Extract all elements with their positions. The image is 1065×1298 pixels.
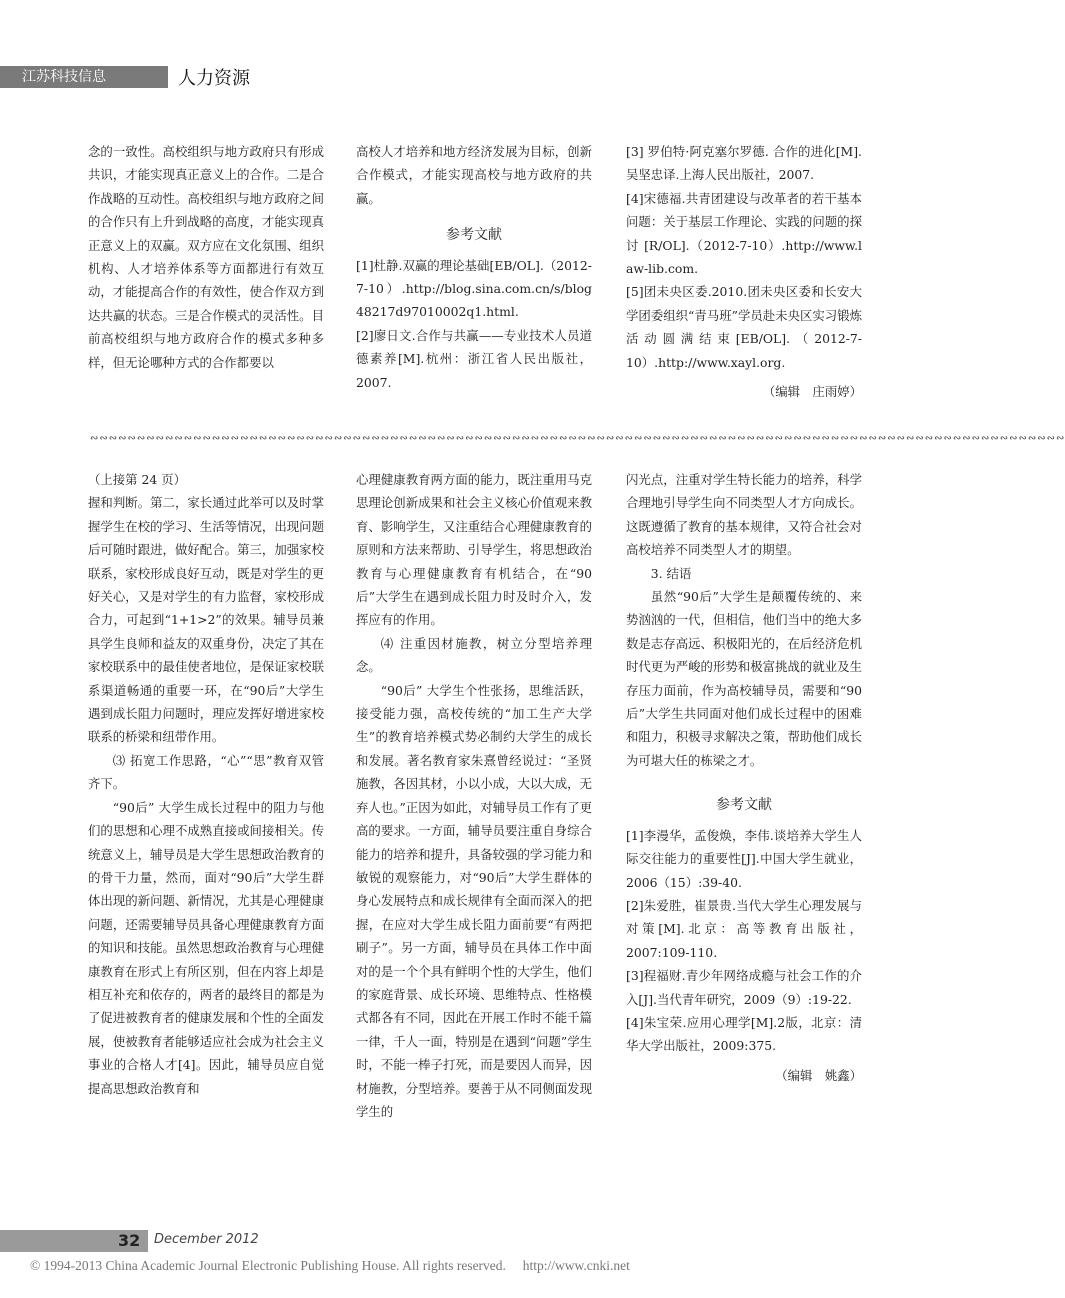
references-heading: 参考文献 (446, 227, 502, 244)
subheading: 3. 结语 (650, 565, 692, 581)
reference-item: [1]杜静.双赢的理论基础[EB/OL].（2012-7-10）.http://blog.sina.com.cn/s/blog48217d97010002q1.html. (356, 257, 592, 320)
reference-item: [4]朱宝荣.应用心理学[M].2版，北京：清华大学出版社，2009:375. (626, 1014, 862, 1054)
decorative-divider: ∾∾∾∾∾∾∾∾∾∾∾∾∾∾∾∾∾∾∾∾∾∾∾∾∾∾∾∾∾∾∾∾∾∾∾∾∾∾∾∾∾∾∾∾∾∾∾∾∾∾∾∾∾∾∾∾∾∾∾∾∾∾∾∾∾∾∾∾∾∾∾∾∾∾∾∾∾∾∾∾∾∾∾∾∾∾∾∾∾∾∾∾∾∾∾∾∾∾∾∾∾∾∾∾ (90, 433, 1065, 444)
page-footer (0, 1230, 950, 1252)
paragraph: 闪光点，注重对学生特长能力的培养，科学合理地引导学生向不同类型人才方向成长。这既遵循了教育的基本规律，又符合社会对高校培养不同类型人才的期望。 (626, 472, 862, 558)
paragraph: 握和判断。第二，家长通过此举可以及时掌握学生在校的学习、生活等情况，出现问题后可随时跟进，做好配合。第三，加强家校联系，家校形成良好互动，既是对学生的更好关心，又是对学生的有力监督，家校形成合力，可起到“1+1>2”的效果。辅导员兼具学生良师和益友的双重身份，决定了其在家校联系中的最佳使者地位，是保证家校联系渠道畅通的重要一环，在“90后”大学生遇到成长阻力问题时，理应发挥好增进家校联系的桥梁和纽带作用。 (88, 495, 324, 745)
reference-item: [3]程福财.青少年网络成瘾与社会工作的介入[J].当代青年研究，2009（9）:19-22. (626, 968, 862, 1007)
top-column-1 (88, 140, 324, 374)
bottom-column-1 (88, 468, 324, 1100)
reference-item: [4]宋德福.共青团建设与改革者的若干基本问题：关于基层工作理论、实践的问题的探讨 [R/OL].（2012-7-10）.http://www.law-lib.com. (626, 190, 862, 277)
paragraph: “90后” 大学生个性张扬，思维活跃，接受能力强，高校传统的“加工生产大学生”的教育培养模式势必制约大学生的成长和发展。著名教育家朱熹曾经说过：“圣贤施教，各因其材，小以小成，大以大成，无弃人也。”正因为如此，对辅导员工作有了更高的要求。一方面，辅导员要注重自身综合能力的培养和提升，具备较强的学习能力和敏锐的观察能力，对“90后”大学生群体的身心发展特点和成长规律有全面而深入的把握，在应对大学生成长阻力面前要“有两把刷子”。另一方面，辅导员在具体工作中面对的是一个个具有鲜明个性的大学生，他们的家庭背景、成长环境、思维特点、性格模式都各有不同，因此在开展工作时不能千篇一律，千人一面，特别是在遇到“问题”学生时，不能一棒子打死，而是要因人而异，因材施教，分型培养。要善于从不同侧面发现学生的 (356, 682, 592, 1119)
section-title: 人力资源 (178, 68, 250, 89)
subheading: ⑶ 拓宽工作思路，“心”“思”教育双管齐下。 (88, 752, 324, 792)
reference-item: [3] 罗伯特·阿克塞尔罗德. 合作的进化[M].吴坚忠译.上海人民出版社，2007. (626, 144, 862, 183)
reference-item: [2]朱爱胜，崔景贵.当代大学生心理发展与对策[M].北京：高等教育出版社，2007:109-110. (626, 897, 862, 960)
paragraph: “90后” 大学生成长过程中的阻力与他们的思想和心理不成熟直接或间接相关。传统意义上，辅导员是大学生思想政治教育的的骨干力量，然而，面对“90后”大学生群体出现的新问题、新情况，尤其是心理健康问题，还需要辅导员具备心理健康教育方面的知识和技能。虽然思想政治教育与心理健康教育在形式上有所区别，但在内容上却是相互补充和依存的，两者的最终目的都是为了促进被教育者的健康发展和个性的全面发展，使被教育者能够适应社会成为社会主义事业的合格人才[4]。因此，辅导员应自觉提高思想政治教育和 (88, 799, 324, 1096)
paragraph: 心理健康教育两方面的能力，既注重用马克思理论创新成果和社会主义核心价值观来教育、影响学生，又注重结合心理健康教育的原则和方法来帮助、引导学生，将思想政治教育与心理健康教育有机结合，在“90后”大学生在遇到成长阻力时及时介入，发挥应有的作用。 (356, 472, 592, 628)
bottom-column-3 (626, 468, 862, 1087)
top-column-3 (626, 140, 862, 403)
issue-date: December 2012 (154, 1232, 259, 1247)
bottom-column-2 (356, 468, 592, 1123)
reference-item: [2]廖日文.合作与共赢——专业技术人员道德素养[M].杭州：浙江省人民出版社，2007. (356, 327, 592, 390)
editor-credit: （编辑 庄雨婷） (762, 384, 862, 400)
top-column-2 (356, 140, 592, 394)
editor-credit: （编辑 姚鑫） (775, 1067, 862, 1083)
continuation-note: （上接第 24 页） (88, 472, 186, 487)
references-heading: 参考文献 (716, 797, 772, 814)
paragraph: 虽然“90后”大学生是颠覆传统的、来势汹汹的一代，但相信，他们当中的绝大多数是志存高远、积极阳光的，在后经济危机时代更为严峻的形势和极富挑战的就业及生存压力面前，作为高校辅导员，需要和“90后”大学生共同面对他们成长过程中的困难和阻力，积极寻求解决之策，帮助他们成长为可堪大任的栋梁之才。 (626, 589, 862, 768)
page-number: 32 (118, 1231, 141, 1250)
top-col2-body: 高校人才培养和地方经济发展为目标，创新合作模式，才能实现高校与地方政府的共赢。 (356, 144, 592, 206)
page-header (0, 60, 950, 96)
reference-item: [5]团未央区委.2010.团未央区委和长安大学团委组织“青马班”学员赴未央区实习锻炼活动圆满结束[EB/OL].（2012-7-10）.http://www.xayl.org. (626, 284, 862, 370)
journal-name: 江苏科技信息 (0, 66, 168, 88)
top-col1-body: 念的一致性。高校组织与地方政府只有形成共识，才能实现真正意义上的合作。二是合作战略的互动性。高校组织与地方政府之间的合作只有上升到战略的高度，才能实现真正意义上的双赢。双方应在文化氛围、组织机构、人才培养体系等方面都进行有效互动，才能提高合作的有效性，使合作双方到达共赢的状态。三是合作模式的灵活性。目前高校组织与地方政府合作的模式多种多样，但无论哪种方式的合作都要以 (88, 144, 324, 370)
reference-item: [1]李漫华，孟俊焕，李伟.谈培养大学生人际交往能力的重要性[J].中国大学生就业，2006（15）:39-40. (626, 827, 862, 890)
copyright-notice: © 1994-2013 China Academic Journal Electronic Publishing House. All rights reserved. http://www.cnki.net (30, 1258, 630, 1273)
subheading: ⑷ 注重因材施教，树立分型培养理念。 (356, 635, 592, 675)
